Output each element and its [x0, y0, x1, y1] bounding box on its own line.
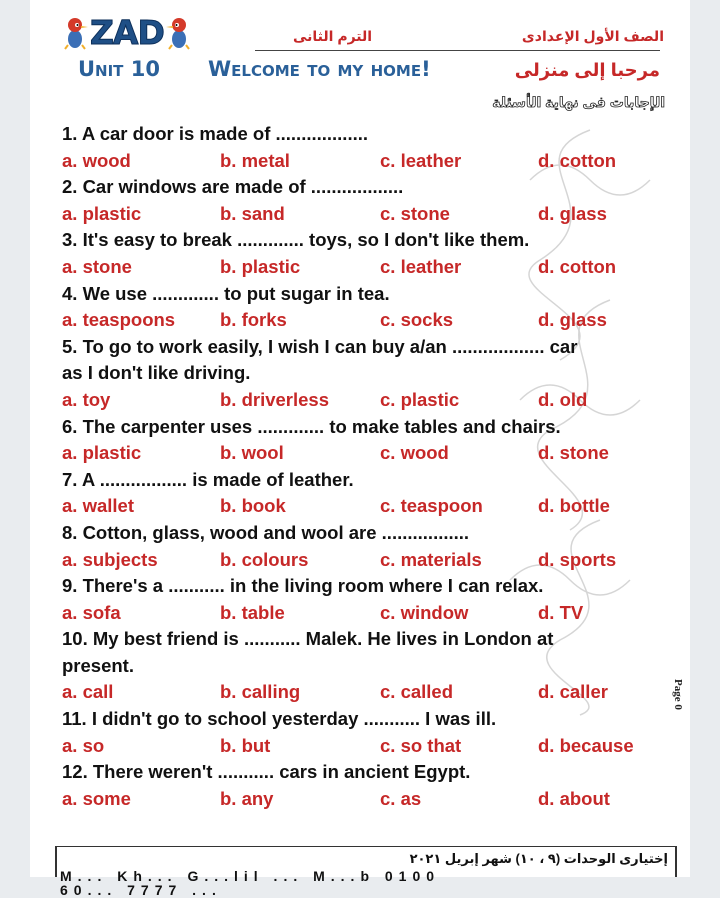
option-b: b. wool [220, 442, 284, 464]
option-c: c. called [380, 681, 454, 703]
option-c: c. as [380, 787, 422, 809]
option-b: b. sand [220, 202, 285, 224]
option-a: a. wallet [62, 495, 134, 517]
option-d: d. about [538, 787, 610, 809]
header-divider [255, 50, 660, 51]
option-a: a. subjects [62, 548, 158, 570]
option-c: c. teaspoon [380, 495, 483, 517]
option-b: b. forks [220, 309, 287, 331]
option-b: b. any [220, 787, 274, 809]
page-number-text: Page 0 [672, 679, 684, 710]
option-c: c. window [380, 601, 469, 623]
option-d: d. old [538, 388, 588, 410]
questions-list [62, 121, 662, 812]
question-5-stem-continued: as I don't like driving. [62, 362, 251, 384]
footer-contact-cropped [60, 868, 480, 898]
option-b: b. colours [220, 548, 309, 570]
option-d: d. TV [538, 601, 584, 623]
footer-contact-text: M... Kh... G...lil ... M...b 0100 60... 7777 ... [60, 868, 441, 898]
option-d: d. cotton [538, 255, 617, 277]
question-7-options [62, 493, 662, 520]
option-d: d. because [538, 734, 634, 756]
question-9-options [62, 600, 662, 627]
question-3-options [62, 254, 662, 281]
option-c: c. stone [380, 202, 450, 224]
option-d: d. bottle [538, 495, 610, 517]
option-d: d. stone [538, 442, 609, 464]
woodpecker-mascot-right-icon [166, 15, 192, 49]
option-b: b. but [220, 734, 271, 756]
question-6-options [62, 440, 662, 467]
option-d: d. glass [538, 202, 607, 224]
option-c: c. materials [380, 548, 482, 570]
page-number-label [672, 679, 686, 719]
option-a: a. so [62, 734, 105, 756]
question-7-stem: 7. A ................. is made of leather. [62, 468, 354, 490]
unit-title: Welcome to my home! [208, 57, 431, 81]
option-d: d. glass [538, 309, 607, 331]
question-5-stem: 5. To go to work easily, I wish I can buy a/an .................. car [62, 335, 578, 357]
option-a: a. sofa [62, 601, 121, 623]
answers-note: الإجابات فى نهاية الأسئلة [492, 94, 665, 110]
option-c: c. plastic [380, 388, 460, 410]
term-label: الترم الثانى [293, 28, 373, 44]
logo-text: ZAD [90, 12, 164, 52]
footer-text: إختيارى الوحدات (٩ ، ١٠) شهر إبريل ٢٠٢١ [409, 851, 668, 866]
question-2-stem: 2. Car windows are made of .................. [62, 176, 404, 198]
option-b: b. table [220, 601, 285, 623]
question-10-stem-continued: present. [62, 654, 134, 676]
option-a: a. some [62, 787, 131, 809]
option-c: c. leather [380, 149, 462, 171]
woodpecker-mascot-left-icon [62, 15, 88, 49]
option-b: b. driverless [220, 388, 330, 410]
option-d: d. caller [538, 681, 608, 703]
option-b: b. metal [220, 149, 290, 171]
option-a: a. wood [62, 149, 131, 171]
option-b: b. book [220, 495, 286, 517]
zad-logo [62, 12, 192, 52]
question-8-options [62, 547, 662, 574]
grade-label: الصف الأول الإعدادى [521, 28, 664, 44]
question-10-stem: 10. My best friend is ........... Malek. He lives in London at [62, 628, 554, 650]
question-11-options [62, 733, 662, 760]
unit-title-arabic: مرحبا إلى منزلى [514, 60, 660, 80]
footer-right-border [675, 846, 677, 877]
question-1-options [62, 148, 662, 175]
option-a: a. teaspoons [62, 309, 176, 331]
option-c: c. leather [380, 255, 462, 277]
option-a: a. plastic [62, 442, 142, 464]
option-c: c. so that [380, 734, 462, 756]
question-4-options [62, 307, 662, 334]
question-1-stem: 1. A car door is made of .................. [62, 123, 369, 144]
question-3-stem: 3. It's easy to break ............. toys, so I don't like them. [62, 229, 530, 251]
footer-divider [55, 846, 677, 847]
question-11-stem: 11. I didn't go to school yesterday ........... I was ill. [62, 708, 497, 730]
question-8-stem: 8. Cotton, glass, wood and wool are ................. [62, 521, 470, 543]
option-b: b. plastic [220, 255, 301, 277]
option-a: a. call [62, 681, 114, 703]
option-d: d. cotton [538, 149, 617, 171]
question-2-options [62, 201, 662, 228]
option-d: d. sports [538, 548, 617, 570]
question-10-options [62, 679, 662, 706]
question-5-options [62, 387, 662, 414]
unit-number: Unit 10 [78, 57, 160, 81]
footer-left-border [55, 846, 57, 877]
question-12-stem: 12. There weren't ........... cars in ancient Egypt. [62, 761, 471, 783]
question-12-options [62, 786, 662, 813]
option-c: c. socks [380, 309, 454, 331]
option-a: a. plastic [62, 202, 142, 224]
question-9-stem: 9. There's a ........... in the living room where I can relax. [62, 575, 544, 597]
option-b: b. calling [220, 681, 301, 703]
option-a: a. toy [62, 388, 111, 410]
question-6-stem: 6. The carpenter uses ............. to make tables and chairs. [62, 415, 561, 437]
question-4-stem: 4. We use ............. to put sugar in tea. [62, 282, 390, 304]
option-a: a. stone [62, 255, 132, 277]
option-c: c. wood [380, 442, 449, 464]
